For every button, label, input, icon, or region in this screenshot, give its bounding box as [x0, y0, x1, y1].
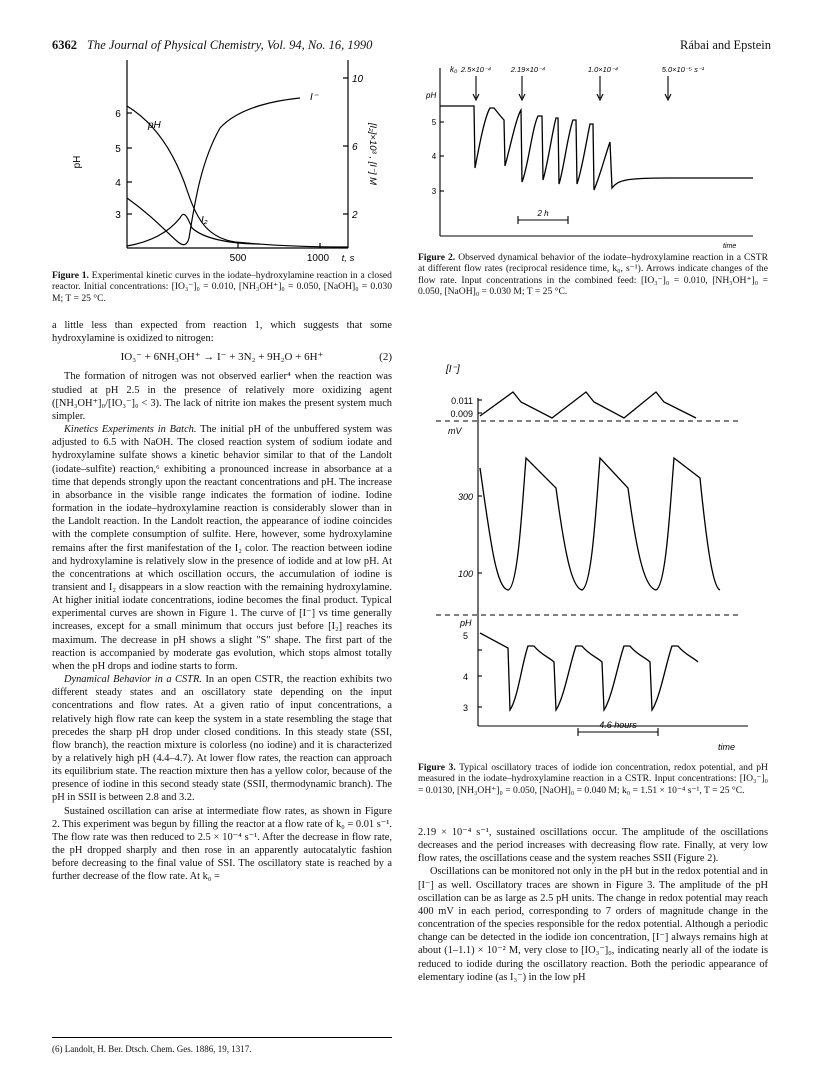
fig3-ph-tick-5: 5	[462, 631, 468, 641]
figure-1-caption-label: Figure 1.	[52, 270, 89, 281]
fig3-mv-trace	[480, 458, 720, 590]
fig2-scale-label: 2 h	[537, 209, 549, 218]
figure-1-caption-text: Experimental kinetic curves in the iodate–hydroxylamine reaction in a closed reactor. Initial concentrations: [IO₃⁻]₀ = 0.010, [NH₃OH⁺]₀ = 0.050, [NaOH]₀ = 0.030 M; T = 25 °C.	[52, 270, 392, 304]
fig2-flow-label-4: 5.0×10⁻⁵ s⁻¹	[661, 65, 705, 74]
fig3-ph-tick-4: 4	[462, 672, 468, 682]
fig3-ph-tick-3: 3	[462, 703, 468, 713]
figure-3	[418, 358, 768, 758]
figure-2-caption-text: Observed dynamical behavior of the iodate–hydroxylamine reaction in a CSTR at different flow rates (reciprocal residence time, k₀, s⁻¹). Arrows indicate changes of the flow rate. Input concentrations in the combined feed: [IO₃⁻]₀ = 0.010, [NH₃OH⁺]₀ = 0.050, [NaOH]₀ = 0.030 M; T = 25 °C.	[418, 252, 768, 298]
fig3-mv-tick-300: 300	[457, 492, 473, 502]
left-para-3-text: The initial pH of the unbuffered system was adjusted to 6.5 with NaOH. The closed reaction system of sodium iodate and hydroxylamine sulfate shows a kinetic behavior similar to that of the Landolt (iodate–sulfite) reaction,⁶ exhibiting a pronounced increase in absorbance at a time that depends strongly upon the reactant concentrations and pH. The increase in absorbance in the visible range indicates the formation of iodine. Iodine formation in the iodate–hydroxylamine reaction is considerably slower than in the Landolt reaction. In the Landolt reaction, the appearance of iodine coincides with the complete consumption of sulfite. Here, however, some hydroxylamine remains after the first manifestation of the I₂ color. The reaction between iodine and hydroxylamine is relatively slow in the presence of iodide and at low pH. At the concentrations at which oscillation occurs, the accumulation of iodine is transient and I₂ disappears in a slow reaction with the remaining hydroxylamine. At higher initial iodate concentrations, iodine becomes the final product. Typical experimental curves are shown in Figure 1. The curve of [I⁻] vs time generally increases, except for a small minimum that occurs just before [I₂] reaches its maximum. The decrease in pH shows a slight "S" shape. The first part of the reaction is accompanied by moderate gas evolution, which stops almost totally when the pH drops and iodine starts to form.	[52, 424, 392, 672]
running-header	[52, 38, 771, 54]
fig1-x-tick-1000: 1000	[306, 253, 330, 264]
left-para-4-text: In an open CSTR, the reaction exhibits two different steady states and an oscillatory state depending on the input concentrations and flow rates. At a given ratio of input concentrations, a relatively high flow rate can keep the system in a state resembling the stage that precedes the sharp pH drop under closed conditions. In this steady state (SSI, flow branch), the reaction mixture is colorless (no iodine) and it is characterized by a relatively high pH (4.4–4.7). At lower flow rates, the reaction can approach its equilibrium state. The reaction mixture then has a yellow color, because of the presence of iodine in this second steady state (SSII, thermodynamic branch). The pH in SSII is between 2.8 and 3.2.	[52, 674, 392, 804]
figure-3-caption	[418, 762, 768, 796]
fig2-ylabel: pH	[426, 91, 437, 100]
figure-2-caption-label: Figure 2.	[418, 252, 456, 263]
fig3-scale-label: 4.6 hours	[599, 720, 637, 730]
header-authors: Rábai and Epstein	[680, 38, 771, 52]
fig2-flow-label-1: 2.5×10⁻⁴	[460, 65, 492, 74]
fig1-right-tick-2: 2	[352, 210, 358, 221]
figure-2	[418, 58, 768, 250]
fig1-x-tick-500: 500	[229, 253, 247, 264]
left-para-4	[52, 673, 392, 805]
section-heading-batch: Kinetics Experiments in Batch.	[64, 424, 197, 436]
journal-title: The Journal of Physical Chemistry, Vol. 94, No. 16, 1990	[87, 38, 373, 52]
fig1-x-unit: t, s	[341, 253, 355, 264]
fig1-ylabel-left: pH	[72, 155, 83, 169]
fig3-ph-trace	[480, 633, 698, 710]
fig3-label-ph: pH	[460, 618, 472, 628]
fig2-k0-label: k₀	[450, 65, 458, 74]
page-number: 6362	[52, 38, 77, 52]
section-heading-cstr: Dynamical Behavior in a CSTR.	[64, 674, 202, 686]
fig1-label-iodide: I⁻	[310, 92, 319, 103]
fig1-left-tick-6: 6	[115, 109, 121, 120]
fig3-mv-tick-100: 100	[457, 569, 473, 579]
left-para-1: a little less than expected from reaction 1, which suggests that some hydroxylamine is oxidized to nitrogen:	[52, 320, 392, 345]
figure-3-caption-text: Typical oscillatory traces of iodide ion concentration, redox potential, and pH measured in the iodate–hydroxylamine reaction in a CSTR. Input concentrations: [IO₃⁻]₀ = 0.0130, [NH₃OH⁺]₀ = 0.050, [NaOH]₀ = 0.040 M; k₀ = 1.51 × 10⁻⁴ s⁻¹, T = 25 °C.	[418, 762, 768, 796]
figure-3-caption-label: Figure 3.	[418, 762, 456, 773]
right-para-1: 2.19 × 10⁻⁴ s⁻¹, sustained oscillations occur. The amplitude of the oscillations decreases and the period increases with decreasing flow rate. Finally, at very low flow rates, the oscillations cease and the system reaches SSII (Figure 2).	[418, 827, 768, 865]
fig3-iodide-trace	[480, 392, 696, 418]
footnote-6: (6) Landolt, H. Ber. Dtsch. Chem. Ges. 1886, 19, 1317.	[52, 1037, 392, 1054]
right-para-2: Oscillations can be monitored not only in the pH but in the redox potential and in [I⁻] as well. Oscillatory traces are shown in Figure 3. The amplitude of the pH oscillation can be as large as 2.5 pH units. The change in redox potential may reach 400 mV in each period, corresponding to 7 orders of magnitude change in the concentration of the species responsible for the redox potential. Although a periodic change can be detected in the iodide ion concentration, [I⁻] always remains high at about (1–1.1) × 10⁻² M, very close to [IO₃⁻]₀, indicating nearly all of the iodate is reduced to iodide during the oscillatory reaction. Both the periodic appearance of elementary iodine (as I₃⁻) in the low pH	[418, 866, 768, 983]
fig2-x-label: time	[723, 243, 737, 250]
fig1-ylabel-right: [I₂]×10³ , [I⁻] M	[367, 122, 378, 186]
figure-1	[60, 58, 380, 270]
fig1-left-tick-4: 4	[115, 178, 121, 189]
fig1-right-tick-6: 6	[352, 142, 358, 153]
fig3-iodide-tick-0011: 0.011	[451, 396, 473, 406]
fig3-label-mv: mV	[448, 426, 462, 436]
figure-2-caption	[418, 252, 768, 298]
fig2-flow-label-3: 1.0×10⁻⁴	[587, 65, 619, 74]
equation-2-body: IO₃⁻ + 6NH₃OH⁺ → I⁻ + 3N₂ + 9H₂O + 6H⁺	[120, 351, 324, 364]
fig2-flow-label-2: 2.19×10⁻⁴	[510, 65, 546, 74]
fig1-left-tick-3: 3	[115, 210, 121, 221]
fig3-iodide-tick-0009: 0.009	[450, 409, 473, 419]
left-para-2: The formation of nitrogen was not observed earlier⁴ when the reaction was studied at pH 2.5 in the presence of relatively more oxidizing agent ([NH₃OH⁺]₀/[IO₃⁻]₀ < 3). The lack of nitrite ion makes the present system much simpler.	[52, 371, 392, 422]
fig2-y-tick-4: 4	[431, 152, 437, 161]
fig1-label-iodine: I₂	[201, 215, 208, 226]
fig1-right-tick-10: 10	[352, 74, 364, 85]
right-column	[418, 826, 768, 984]
header-left	[52, 38, 372, 53]
left-column	[52, 319, 392, 884]
fig2-ph-trace	[440, 106, 753, 190]
fig1-label-ph: pH	[148, 120, 161, 131]
equation-2	[52, 351, 392, 364]
fig3-x-label: time	[718, 742, 736, 752]
left-para-5: Sustained oscillation can arise at intermediate flow rates, as shown in Figure 2. This experiment was begun by filling the reactor at a flow rate of k₀ = 0.01 s⁻¹. The flow rate was then reduced to 2.5 × 10⁻⁴ s⁻¹. After the decrease in flow rate, the pH dropped sharply and then rose in an apparently autocatalytic fashion before decreasing to the final value of SSI. The oscillatory state is reached by a further decrease of the flow rate. At k₀ =	[52, 805, 392, 883]
fig2-y-tick-5: 5	[431, 118, 437, 127]
equation-2-number: (2)	[379, 351, 392, 364]
fig1-iodine-curve	[127, 214, 260, 246]
fig2-y-tick-3: 3	[431, 187, 437, 196]
fig3-label-iodide: [I⁻]	[446, 364, 460, 375]
figure-1-caption	[52, 270, 392, 304]
fig1-left-tick-5: 5	[115, 144, 121, 155]
left-para-3	[52, 423, 392, 673]
